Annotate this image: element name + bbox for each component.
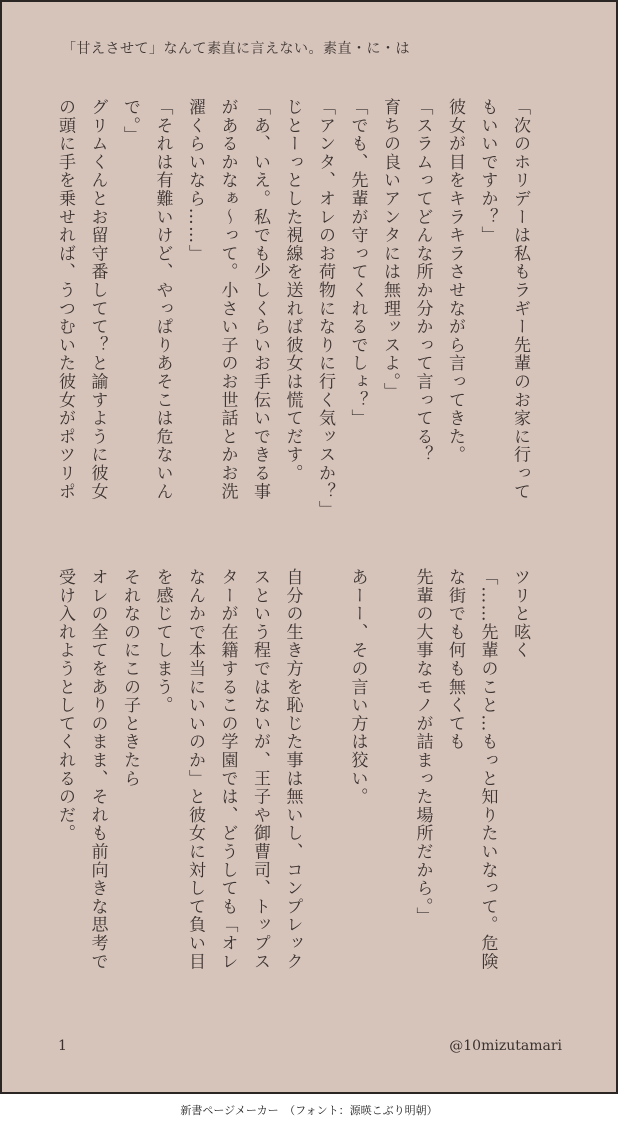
- body-text-lower: ツリと呟く 「……先輩のこと…もっと知りたいなって。危険 な街でも何も無くても 先輩の大事なモノが詰まった場所だから。」 あーー、その言い方は狡い。 自分の生き方を恥じた事は無いし、コンプレック スという程ではないが、王子や御曹司、トップス ターが在籍するこの学園では、どうしても「オレ なんかで本当にいいのか」と彼女に対して負い目 を感じてしまう。 それなのにこの子ときたら オレの全てをありのまま、それも前向きな思考で 受け入れようとしてくれるのだ。: [55, 568, 530, 971]
- page-header-title: 「甘えさせて」なんて素直に言えない。素直・に・は: [62, 41, 410, 57]
- body-text-upper: 「次のホリデーは私もラギー先輩のお家に行って もいいですか？」 彼女が目をキラキラさせながら言ってきた。 「スラムってどんな所か分かって言ってる？ 育ちの良いアンタには無理ッスよ。」 「でも、先輩が守ってくれるでしょ？」 「アンタ、オレのお荷物になりに行く気ッスか？」 じとーっとした視線を送れば彼女は慌てだす。 「あ、いえ。私でも少しくらいお手伝いできる事 があるかなぁ〜って。小さい子のお世話とかお洗 濯くらいなら……」 「それは有難いけど、やっぱりあそこは危ないん で。」 グリムくんとお留守番してて？と諭すように彼女 の頭に手を乗せれば、うつむいた彼女がポツリポ: [55, 98, 530, 519]
- footer-credit: 新書ページメーカー （フォント：源暎こぶり明朝）: [180, 1104, 438, 1117]
- page-number: 1: [58, 1038, 67, 1054]
- author-handle: @10mizutamari: [449, 1038, 562, 1054]
